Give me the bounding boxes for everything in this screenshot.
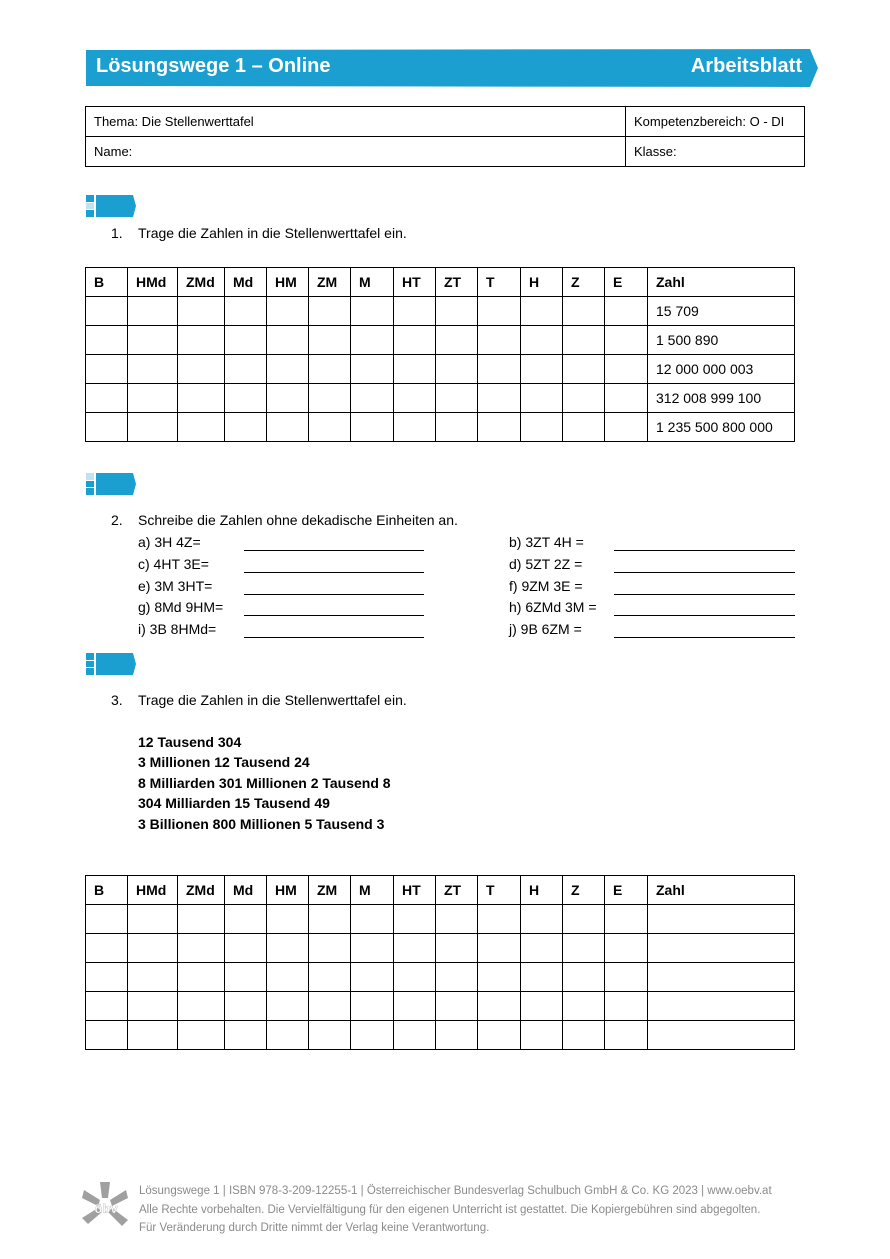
table-2-input-cell[interactable] [309, 905, 351, 934]
table-2-input-cell[interactable] [563, 992, 605, 1021]
table-1-input-cell[interactable] [178, 413, 225, 442]
table-2-input-cell[interactable] [394, 1021, 436, 1050]
table-row [86, 326, 795, 355]
table-1-input-cell[interactable] [351, 413, 394, 442]
class-field[interactable]: Klasse: [626, 137, 805, 167]
table-2-header-cell: Zahl [648, 876, 795, 905]
table-1-input-cell[interactable] [521, 413, 563, 442]
table-2-input-cell[interactable] [436, 934, 478, 963]
table-1-input-cell[interactable] [563, 384, 605, 413]
table-2-input-cell[interactable] [648, 963, 795, 992]
task-3-item: 3 Millionen 12 Tausend 24 [138, 754, 310, 771]
topic-cell: Thema: Die Stellenwerttafel [86, 107, 626, 137]
table-1-input-cell[interactable] [267, 413, 309, 442]
answer-line[interactable] [244, 637, 424, 638]
table-2-input-cell[interactable] [86, 963, 128, 992]
table-1-number-cell[interactable]: 312 008 999 100 [648, 384, 795, 413]
table-2-input-cell[interactable] [86, 1021, 128, 1050]
table-1-input-cell[interactable] [521, 297, 563, 326]
table-1-input-cell[interactable] [86, 326, 128, 355]
table-1-input-cell[interactable] [394, 355, 436, 384]
table-1-input-cell[interactable] [563, 355, 605, 384]
table-2-input-cell[interactable] [225, 905, 267, 934]
table-1-input-cell[interactable] [605, 297, 648, 326]
table-1-input-cell[interactable] [86, 413, 128, 442]
table-1-number-cell[interactable]: 15 709 [648, 297, 795, 326]
table-1-input-cell[interactable] [478, 297, 521, 326]
table-2-header-cell: M [351, 876, 394, 905]
table-1-header-cell: B [86, 268, 128, 297]
table-2-header-cell: HMd [128, 876, 178, 905]
footer-line-3: Für Veränderung durch Dritte nimmt der Verlag keine Verantwortung. [139, 1222, 490, 1234]
table-2-input-cell[interactable] [605, 992, 648, 1021]
task-3-text: Trage die Zahlen in die Stellenwerttafel ein. [138, 692, 407, 708]
table-2-input-cell[interactable] [351, 992, 394, 1021]
table-1-input-cell[interactable] [351, 297, 394, 326]
table-1-input-cell[interactable] [394, 326, 436, 355]
task-2-text: Schreibe die Zahlen ohne dekadische Einheiten an. [138, 512, 458, 528]
table-1-number-cell[interactable]: 1 235 500 800 000 [648, 413, 795, 442]
table-row [86, 963, 795, 992]
place-value-table-1 [85, 267, 795, 442]
table-2-input-cell[interactable] [394, 992, 436, 1021]
table-2-input-cell[interactable] [605, 905, 648, 934]
table-2-input-cell[interactable] [128, 992, 178, 1021]
task-3 [111, 692, 611, 712]
table-2-input-cell[interactable] [128, 905, 178, 934]
table-1-header-cell: T [478, 268, 521, 297]
info-table [85, 106, 805, 167]
table-1-input-cell[interactable] [178, 384, 225, 413]
section-marker-2-icon [86, 473, 138, 495]
table-1-header-cell: HM [267, 268, 309, 297]
table-2-input-cell[interactable] [128, 934, 178, 963]
answer-line[interactable] [614, 615, 795, 616]
footer-line-1: Lösungswege 1 | ISBN 978-3-209-12255-1 | Österreichischer Bundesverlag Schulbuch GmbH & Co. KG 2023 | www.oebv.at [139, 1185, 772, 1197]
table-1-header-cell: HMd [128, 268, 178, 297]
table-1-input-cell[interactable] [351, 384, 394, 413]
table-1-input-cell[interactable] [267, 355, 309, 384]
answer-line[interactable] [614, 550, 795, 551]
table-2-input-cell[interactable] [225, 934, 267, 963]
answer-line[interactable] [244, 594, 424, 595]
table-row [86, 384, 795, 413]
table-2-input-cell[interactable] [521, 934, 563, 963]
table-2-input-cell[interactable] [351, 905, 394, 934]
table-2-input-cell[interactable] [648, 1021, 795, 1050]
table-2-input-cell[interactable] [178, 963, 225, 992]
answer-line[interactable] [244, 550, 424, 551]
table-2-input-cell[interactable] [309, 992, 351, 1021]
table-2-input-cell[interactable] [563, 963, 605, 992]
table-2-input-cell[interactable] [225, 992, 267, 1021]
table-1-input-cell[interactable] [225, 355, 267, 384]
table-1-input-cell[interactable] [436, 297, 478, 326]
table-2-input-cell[interactable] [478, 934, 521, 963]
table-1-input-cell[interactable] [394, 384, 436, 413]
table-2-input-cell[interactable] [436, 1021, 478, 1050]
logo-text: öbv [94, 1201, 118, 1216]
table-1-input-cell[interactable] [86, 384, 128, 413]
table-2-input-cell[interactable] [309, 934, 351, 963]
table-1-input-cell[interactable] [178, 326, 225, 355]
table-1-input-cell[interactable] [86, 355, 128, 384]
table-2-header-cell: ZMd [178, 876, 225, 905]
table-2-input-cell[interactable] [605, 934, 648, 963]
table-1-input-cell[interactable] [225, 326, 267, 355]
table-2-header-cell: ZM [309, 876, 351, 905]
table-2-input-cell[interactable] [86, 905, 128, 934]
table-1-input-cell[interactable] [309, 413, 351, 442]
table-2-input-cell[interactable] [178, 934, 225, 963]
table-1-input-cell[interactable] [436, 355, 478, 384]
table-2-input-cell[interactable] [521, 963, 563, 992]
exercise-2-right-label: d) 5ZT 2Z = [509, 556, 583, 572]
table-1-input-cell[interactable] [563, 297, 605, 326]
table-2-input-cell[interactable] [563, 934, 605, 963]
oebv-logo-icon [80, 1180, 132, 1232]
table-2-input-cell[interactable] [225, 1021, 267, 1050]
banner-worksheet-label: Arbeitsblatt [690, 55, 802, 77]
table-2-header-cell: Z [563, 876, 605, 905]
table-2-input-cell[interactable] [394, 934, 436, 963]
table-2-input-cell[interactable] [478, 1021, 521, 1050]
table-2-input-cell[interactable] [86, 934, 128, 963]
table-2-input-cell[interactable] [351, 934, 394, 963]
table-1-input-cell[interactable] [563, 413, 605, 442]
table-1-number-cell[interactable]: 1 500 890 [648, 326, 795, 355]
table-1-input-cell[interactable] [225, 413, 267, 442]
table-1-input-cell[interactable] [478, 355, 521, 384]
section-marker-1-icon [86, 195, 138, 217]
table-2-input-cell[interactable] [648, 992, 795, 1021]
task-3-item: 304 Milliarden 15 Tausend 49 [138, 795, 330, 812]
table-row [86, 905, 795, 934]
table-2-input-cell[interactable] [267, 934, 309, 963]
table-2-input-cell[interactable] [178, 992, 225, 1021]
table-1-input-cell[interactable] [225, 297, 267, 326]
table-2-input-cell[interactable] [478, 963, 521, 992]
table-2-input-cell[interactable] [351, 1021, 394, 1050]
table-2-input-cell[interactable] [267, 905, 309, 934]
table-2-input-cell[interactable] [648, 905, 795, 934]
exercise-2-left-label: a) 3H 4Z= [138, 534, 201, 550]
table-1-input-cell[interactable] [86, 297, 128, 326]
table-1-input-cell[interactable] [605, 384, 648, 413]
table-1-header-cell: M [351, 268, 394, 297]
table-1-input-cell[interactable] [521, 326, 563, 355]
section-marker-3-icon [86, 653, 138, 675]
table-1-input-cell[interactable] [605, 326, 648, 355]
task-2 [111, 512, 611, 532]
answer-line[interactable] [244, 615, 424, 616]
table-2-input-cell[interactable] [267, 963, 309, 992]
table-row [86, 297, 795, 326]
table-2-input-cell[interactable] [521, 992, 563, 1021]
table-1-input-cell[interactable] [128, 326, 178, 355]
task-1-number: 1. [111, 225, 123, 241]
task-2-number: 2. [111, 512, 123, 528]
table-1-input-cell[interactable] [309, 326, 351, 355]
table-1-header-cell: E [605, 268, 648, 297]
table-2-input-cell[interactable] [478, 992, 521, 1021]
table-1-input-cell[interactable] [478, 384, 521, 413]
table-2-input-cell[interactable] [521, 905, 563, 934]
task-3-number: 3. [111, 692, 123, 708]
table-2-input-cell[interactable] [563, 1021, 605, 1050]
exercise-2-left-label: g) 8Md 9HM= [138, 599, 224, 615]
exercise-2-right-label: h) 6ZMd 3M = [509, 599, 597, 615]
table-1-input-cell[interactable] [478, 326, 521, 355]
table-1-input-cell[interactable] [521, 384, 563, 413]
table-2-input-cell[interactable] [478, 905, 521, 934]
table-2-input-cell[interactable] [128, 963, 178, 992]
table-2-input-cell[interactable] [178, 905, 225, 934]
table-1-header-cell: ZM [309, 268, 351, 297]
table-2-input-cell[interactable] [86, 992, 128, 1021]
table-2-input-cell[interactable] [309, 1021, 351, 1050]
name-field[interactable]: Name: [86, 137, 626, 167]
table-2-header-cell: HT [394, 876, 436, 905]
table-2-input-cell[interactable] [563, 905, 605, 934]
table-1-input-cell[interactable] [128, 355, 178, 384]
table-1-header-cell: Md [225, 268, 267, 297]
place-value-table-2 [85, 875, 795, 1050]
table-2-header-cell: E [605, 876, 648, 905]
table-1-input-cell[interactable] [309, 297, 351, 326]
table-2-input-cell[interactable] [309, 963, 351, 992]
table-2-input-cell[interactable] [351, 963, 394, 992]
table-2-input-cell[interactable] [178, 1021, 225, 1050]
answer-line[interactable] [614, 594, 795, 595]
exercise-2-right-label: f) 9ZM 3E = [509, 578, 583, 594]
table-1-input-cell[interactable] [605, 355, 648, 384]
answer-line[interactable] [614, 572, 795, 573]
task-3-number-list [138, 732, 391, 834]
table-1-input-cell[interactable] [351, 355, 394, 384]
table-1-input-cell[interactable] [128, 413, 178, 442]
table-2-header-cell: H [521, 876, 563, 905]
table-2-input-cell[interactable] [225, 963, 267, 992]
table-1-input-cell[interactable] [267, 384, 309, 413]
footer-line-2: Alle Rechte vorbehalten. Die Vervielfältigung für den eigenen Unterricht ist gestattet. Die Kopiergebühren sind abgegolten. [139, 1203, 761, 1216]
table-1-input-cell[interactable] [436, 384, 478, 413]
table-1-header-cell: ZMd [178, 268, 225, 297]
table-1-input-cell[interactable] [436, 413, 478, 442]
task-1-text: Trage die Zahlen in die Stellenwerttafel ein. [138, 225, 407, 241]
answer-line[interactable] [614, 637, 795, 638]
footer [139, 1182, 772, 1238]
table-row [86, 413, 795, 442]
competence-cell: Kompetenzbereich: O - DI [626, 107, 805, 137]
table-row [86, 355, 795, 384]
table-2-input-cell[interactable] [394, 963, 436, 992]
table-row [86, 992, 795, 1021]
task-3-item: 12 Tausend 304 [138, 734, 242, 750]
table-2-header-cell: ZT [436, 876, 478, 905]
table-2-input-cell[interactable] [436, 963, 478, 992]
table-1-input-cell[interactable] [436, 326, 478, 355]
table-1-input-cell[interactable] [309, 384, 351, 413]
table-1-input-cell[interactable] [605, 413, 648, 442]
table-2-input-cell[interactable] [267, 992, 309, 1021]
task-3-item: 3 Billionen 800 Millionen 5 Tausend 3 [138, 815, 385, 832]
exercise-2-left-label: i) 3B 8HMd= [138, 621, 217, 637]
table-1-header-cell: Zahl [648, 268, 795, 297]
task-1 [111, 225, 611, 245]
table-1-input-cell[interactable] [394, 413, 436, 442]
table-1-input-cell[interactable] [128, 297, 178, 326]
exercise-2-left-label: c) 4HT 3E= [138, 556, 209, 572]
table-2-input-cell[interactable] [267, 1021, 309, 1050]
table-1-header-cell: ZT [436, 268, 478, 297]
table-1-number-cell[interactable]: 12 000 000 003 [648, 355, 795, 384]
exercise-2-right-label: b) 3ZT 4H = [509, 534, 584, 550]
table-2-header-cell: B [86, 876, 128, 905]
table-1-input-cell[interactable] [178, 355, 225, 384]
table-1-input-cell[interactable] [563, 326, 605, 355]
table-1-header-cell: H [521, 268, 563, 297]
table-2-input-cell[interactable] [521, 1021, 563, 1050]
table-1-input-cell[interactable] [178, 297, 225, 326]
table-1-input-cell[interactable] [478, 413, 521, 442]
table-2-input-cell[interactable] [436, 905, 478, 934]
table-1-input-cell[interactable] [394, 297, 436, 326]
table-2-header-cell: Md [225, 876, 267, 905]
table-2-header-cell: HM [267, 876, 309, 905]
banner-title: Lösungswege 1 – Online [96, 55, 331, 77]
table-2-input-cell[interactable] [605, 1021, 648, 1050]
header-banner [86, 49, 818, 87]
table-1-input-cell[interactable] [225, 384, 267, 413]
table-2-input-cell[interactable] [394, 905, 436, 934]
table-1-input-cell[interactable] [267, 326, 309, 355]
table-1-input-cell[interactable] [351, 326, 394, 355]
table-1-input-cell[interactable] [128, 384, 178, 413]
exercise-2-right-label: j) 9B 6ZM = [509, 621, 582, 637]
table-1-input-cell[interactable] [521, 355, 563, 384]
table-1-header-cell: HT [394, 268, 436, 297]
table-row [86, 1021, 795, 1050]
table-2-input-cell[interactable] [128, 1021, 178, 1050]
table-2-header-cell: T [478, 876, 521, 905]
task-3-item: 8 Milliarden 301 Millionen 2 Tausend 8 [138, 774, 391, 791]
table-2-input-cell[interactable] [605, 963, 648, 992]
answer-line[interactable] [244, 572, 424, 573]
table-1-header-cell: Z [563, 268, 605, 297]
exercise-2-left-label: e) 3M 3HT= [138, 578, 213, 594]
table-row [86, 934, 795, 963]
table-1-input-cell[interactable] [267, 297, 309, 326]
table-2-input-cell[interactable] [648, 934, 795, 963]
table-1-input-cell[interactable] [309, 355, 351, 384]
table-2-input-cell[interactable] [436, 992, 478, 1021]
